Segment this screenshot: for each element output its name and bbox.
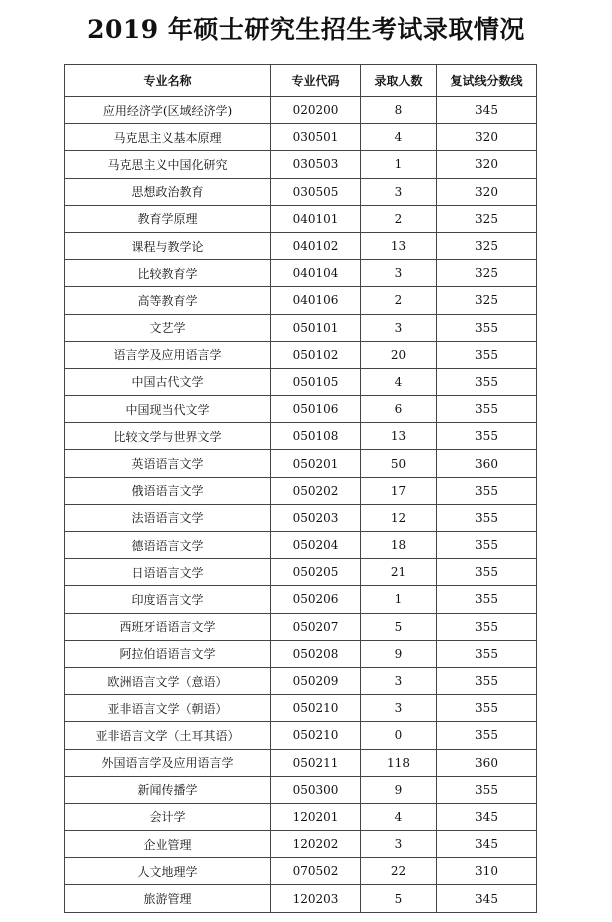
cell-major-code: 120202: [271, 831, 361, 858]
cell-admitted-count: 3: [361, 695, 437, 722]
cell-admitted-count: 1: [361, 586, 437, 613]
cell-admitted-count: 22: [361, 858, 437, 885]
cell-admitted-count: 9: [361, 776, 437, 803]
cell-admitted-count: 0: [361, 722, 437, 749]
cell-retest-score: 355: [437, 477, 537, 504]
cell-major-code: 050210: [271, 695, 361, 722]
table-row: [65, 341, 537, 368]
cell-major-code: 050105: [271, 368, 361, 395]
cell-major-name: 俄语语言文学: [65, 477, 271, 504]
cell-admitted-count: 18: [361, 532, 437, 559]
table-row: [65, 178, 537, 205]
cell-major-name: 日语语言文学: [65, 559, 271, 586]
cell-retest-score: 355: [437, 368, 537, 395]
cell-admitted-count: 17: [361, 477, 437, 504]
cell-major-code: 050210: [271, 722, 361, 749]
cell-major-name: 会计学: [65, 803, 271, 830]
cell-admitted-count: 4: [361, 803, 437, 830]
cell-admitted-count: 2: [361, 287, 437, 314]
cell-major-name: 中国现当代文学: [65, 396, 271, 423]
cell-major-code: 030503: [271, 151, 361, 178]
cell-major-name: 教育学原理: [65, 205, 271, 232]
cell-major-name: 英语语言文学: [65, 450, 271, 477]
cell-admitted-count: 50: [361, 450, 437, 477]
cell-major-code: 050106: [271, 396, 361, 423]
cell-admitted-count: 9: [361, 640, 437, 667]
cell-major-name: 阿拉伯语语言文学: [65, 640, 271, 667]
table-row: [65, 504, 537, 531]
cell-major-code: 070502: [271, 858, 361, 885]
cell-admitted-count: 3: [361, 260, 437, 287]
cell-major-name: 思想政治教育: [65, 178, 271, 205]
cell-major-name: 旅游管理: [65, 885, 271, 912]
cell-admitted-count: 12: [361, 504, 437, 531]
cell-retest-score: 355: [437, 532, 537, 559]
cell-major-code: 020200: [271, 97, 361, 124]
cell-major-name: 亚非语言文学（土耳其语）: [65, 722, 271, 749]
admission-table: [64, 64, 537, 913]
cell-major-code: 030505: [271, 178, 361, 205]
cell-admitted-count: 1: [361, 151, 437, 178]
cell-major-name: 亚非语言文学（朝语）: [65, 695, 271, 722]
cell-major-name: 外国语言学及应用语言学: [65, 749, 271, 776]
table-row: [65, 205, 537, 232]
table-row: [65, 124, 537, 151]
cell-admitted-count: 20: [361, 341, 437, 368]
cell-retest-score: 345: [437, 97, 537, 124]
cell-major-code: 050108: [271, 423, 361, 450]
cell-admitted-count: 4: [361, 368, 437, 395]
table-row: [65, 749, 537, 776]
table-row: [65, 314, 537, 341]
cell-retest-score: 325: [437, 287, 537, 314]
cell-major-code: 120203: [271, 885, 361, 912]
cell-major-name: 中国古代文学: [65, 368, 271, 395]
cell-admitted-count: 5: [361, 613, 437, 640]
cell-retest-score: 360: [437, 450, 537, 477]
cell-retest-score: 345: [437, 885, 537, 912]
table-row: [65, 477, 537, 504]
cell-retest-score: 355: [437, 776, 537, 803]
cell-major-code: 040101: [271, 205, 361, 232]
header-major-name: 专业名称: [65, 65, 271, 97]
cell-major-name: 法语语言文学: [65, 504, 271, 531]
cell-retest-score: 325: [437, 232, 537, 259]
cell-retest-score: 360: [437, 749, 537, 776]
cell-retest-score: 355: [437, 314, 537, 341]
cell-major-name: 高等教育学: [65, 287, 271, 314]
cell-retest-score: 355: [437, 559, 537, 586]
table-row: [65, 559, 537, 586]
table-row: [65, 532, 537, 559]
cell-major-code: 050211: [271, 749, 361, 776]
table-row: [65, 368, 537, 395]
cell-major-name: 比较文学与世界文学: [65, 423, 271, 450]
cell-major-code: 050207: [271, 613, 361, 640]
table-row: [65, 885, 537, 912]
cell-retest-score: 355: [437, 722, 537, 749]
cell-admitted-count: 3: [361, 314, 437, 341]
cell-major-name: 德语语言文学: [65, 532, 271, 559]
cell-retest-score: 320: [437, 124, 537, 151]
cell-major-name: 应用经济学(区域经济学): [65, 97, 271, 124]
cell-admitted-count: 13: [361, 423, 437, 450]
cell-retest-score: 355: [437, 504, 537, 531]
cell-retest-score: 355: [437, 341, 537, 368]
cell-admitted-count: 21: [361, 559, 437, 586]
cell-major-code: 030501: [271, 124, 361, 151]
table-row: [65, 586, 537, 613]
cell-admitted-count: 8: [361, 97, 437, 124]
cell-major-name: 课程与教学论: [65, 232, 271, 259]
table-row: [65, 396, 537, 423]
cell-major-code: 040106: [271, 287, 361, 314]
cell-retest-score: 325: [437, 260, 537, 287]
header-retest-score: 复试线分数线: [437, 65, 537, 97]
cell-major-code: 050202: [271, 477, 361, 504]
cell-major-code: 050102: [271, 341, 361, 368]
cell-major-name: 印度语言文学: [65, 586, 271, 613]
cell-retest-score: 355: [437, 396, 537, 423]
table-row: [65, 831, 537, 858]
table-row: [65, 722, 537, 749]
table-row: [65, 695, 537, 722]
table-row: [65, 776, 537, 803]
cell-admitted-count: 4: [361, 124, 437, 151]
cell-major-code: 040102: [271, 232, 361, 259]
table-row: [65, 640, 537, 667]
cell-retest-score: 310: [437, 858, 537, 885]
header-major-code: 专业代码: [271, 65, 361, 97]
table-row: [65, 151, 537, 178]
table-row: [65, 667, 537, 694]
cell-retest-score: 320: [437, 151, 537, 178]
page-title: 2019 年硕士研究生招生考试录取情况: [87, 15, 525, 44]
cell-retest-score: 345: [437, 803, 537, 830]
cell-major-name: 比较教育学: [65, 260, 271, 287]
table-row: [65, 858, 537, 885]
cell-retest-score: 355: [437, 586, 537, 613]
table-row: [65, 287, 537, 314]
cell-admitted-count: 13: [361, 232, 437, 259]
cell-retest-score: 320: [437, 178, 537, 205]
cell-major-code: 050101: [271, 314, 361, 341]
cell-major-code: 040104: [271, 260, 361, 287]
cell-retest-score: 355: [437, 640, 537, 667]
cell-major-code: 050206: [271, 586, 361, 613]
cell-major-code: 050209: [271, 667, 361, 694]
cell-major-name: 新闻传播学: [65, 776, 271, 803]
cell-major-name: 欧洲语言文学（意语）: [65, 667, 271, 694]
cell-major-name: 马克思主义基本原理: [65, 124, 271, 151]
cell-admitted-count: 118: [361, 749, 437, 776]
header-admitted-count: 录取人数: [361, 65, 437, 97]
table-row: [65, 450, 537, 477]
cell-admitted-count: 2: [361, 205, 437, 232]
cell-admitted-count: 6: [361, 396, 437, 423]
cell-major-name: 企业管理: [65, 831, 271, 858]
cell-major-code: 050204: [271, 532, 361, 559]
cell-retest-score: 355: [437, 613, 537, 640]
table-row: [65, 232, 537, 259]
table-header-row: [65, 65, 537, 97]
cell-retest-score: 325: [437, 205, 537, 232]
cell-admitted-count: 3: [361, 178, 437, 205]
cell-retest-score: 355: [437, 695, 537, 722]
cell-admitted-count: 3: [361, 831, 437, 858]
table-row: [65, 803, 537, 830]
cell-major-code: 050203: [271, 504, 361, 531]
cell-admitted-count: 3: [361, 667, 437, 694]
cell-major-code: 050201: [271, 450, 361, 477]
cell-major-code: 120201: [271, 803, 361, 830]
cell-major-name: 西班牙语语言文学: [65, 613, 271, 640]
cell-major-name: 文艺学: [65, 314, 271, 341]
cell-major-name: 语言学及应用语言学: [65, 341, 271, 368]
table-row: [65, 423, 537, 450]
cell-retest-score: 355: [437, 423, 537, 450]
cell-major-code: 050300: [271, 776, 361, 803]
cell-major-code: 050205: [271, 559, 361, 586]
cell-retest-score: 355: [437, 667, 537, 694]
table-row: [65, 260, 537, 287]
table-row: [65, 97, 537, 124]
cell-major-name: 人文地理学: [65, 858, 271, 885]
cell-retest-score: 345: [437, 831, 537, 858]
table-body: [65, 97, 537, 913]
cell-major-name: 马克思主义中国化研究: [65, 151, 271, 178]
cell-admitted-count: 5: [361, 885, 437, 912]
cell-major-code: 050208: [271, 640, 361, 667]
table-row: [65, 613, 537, 640]
